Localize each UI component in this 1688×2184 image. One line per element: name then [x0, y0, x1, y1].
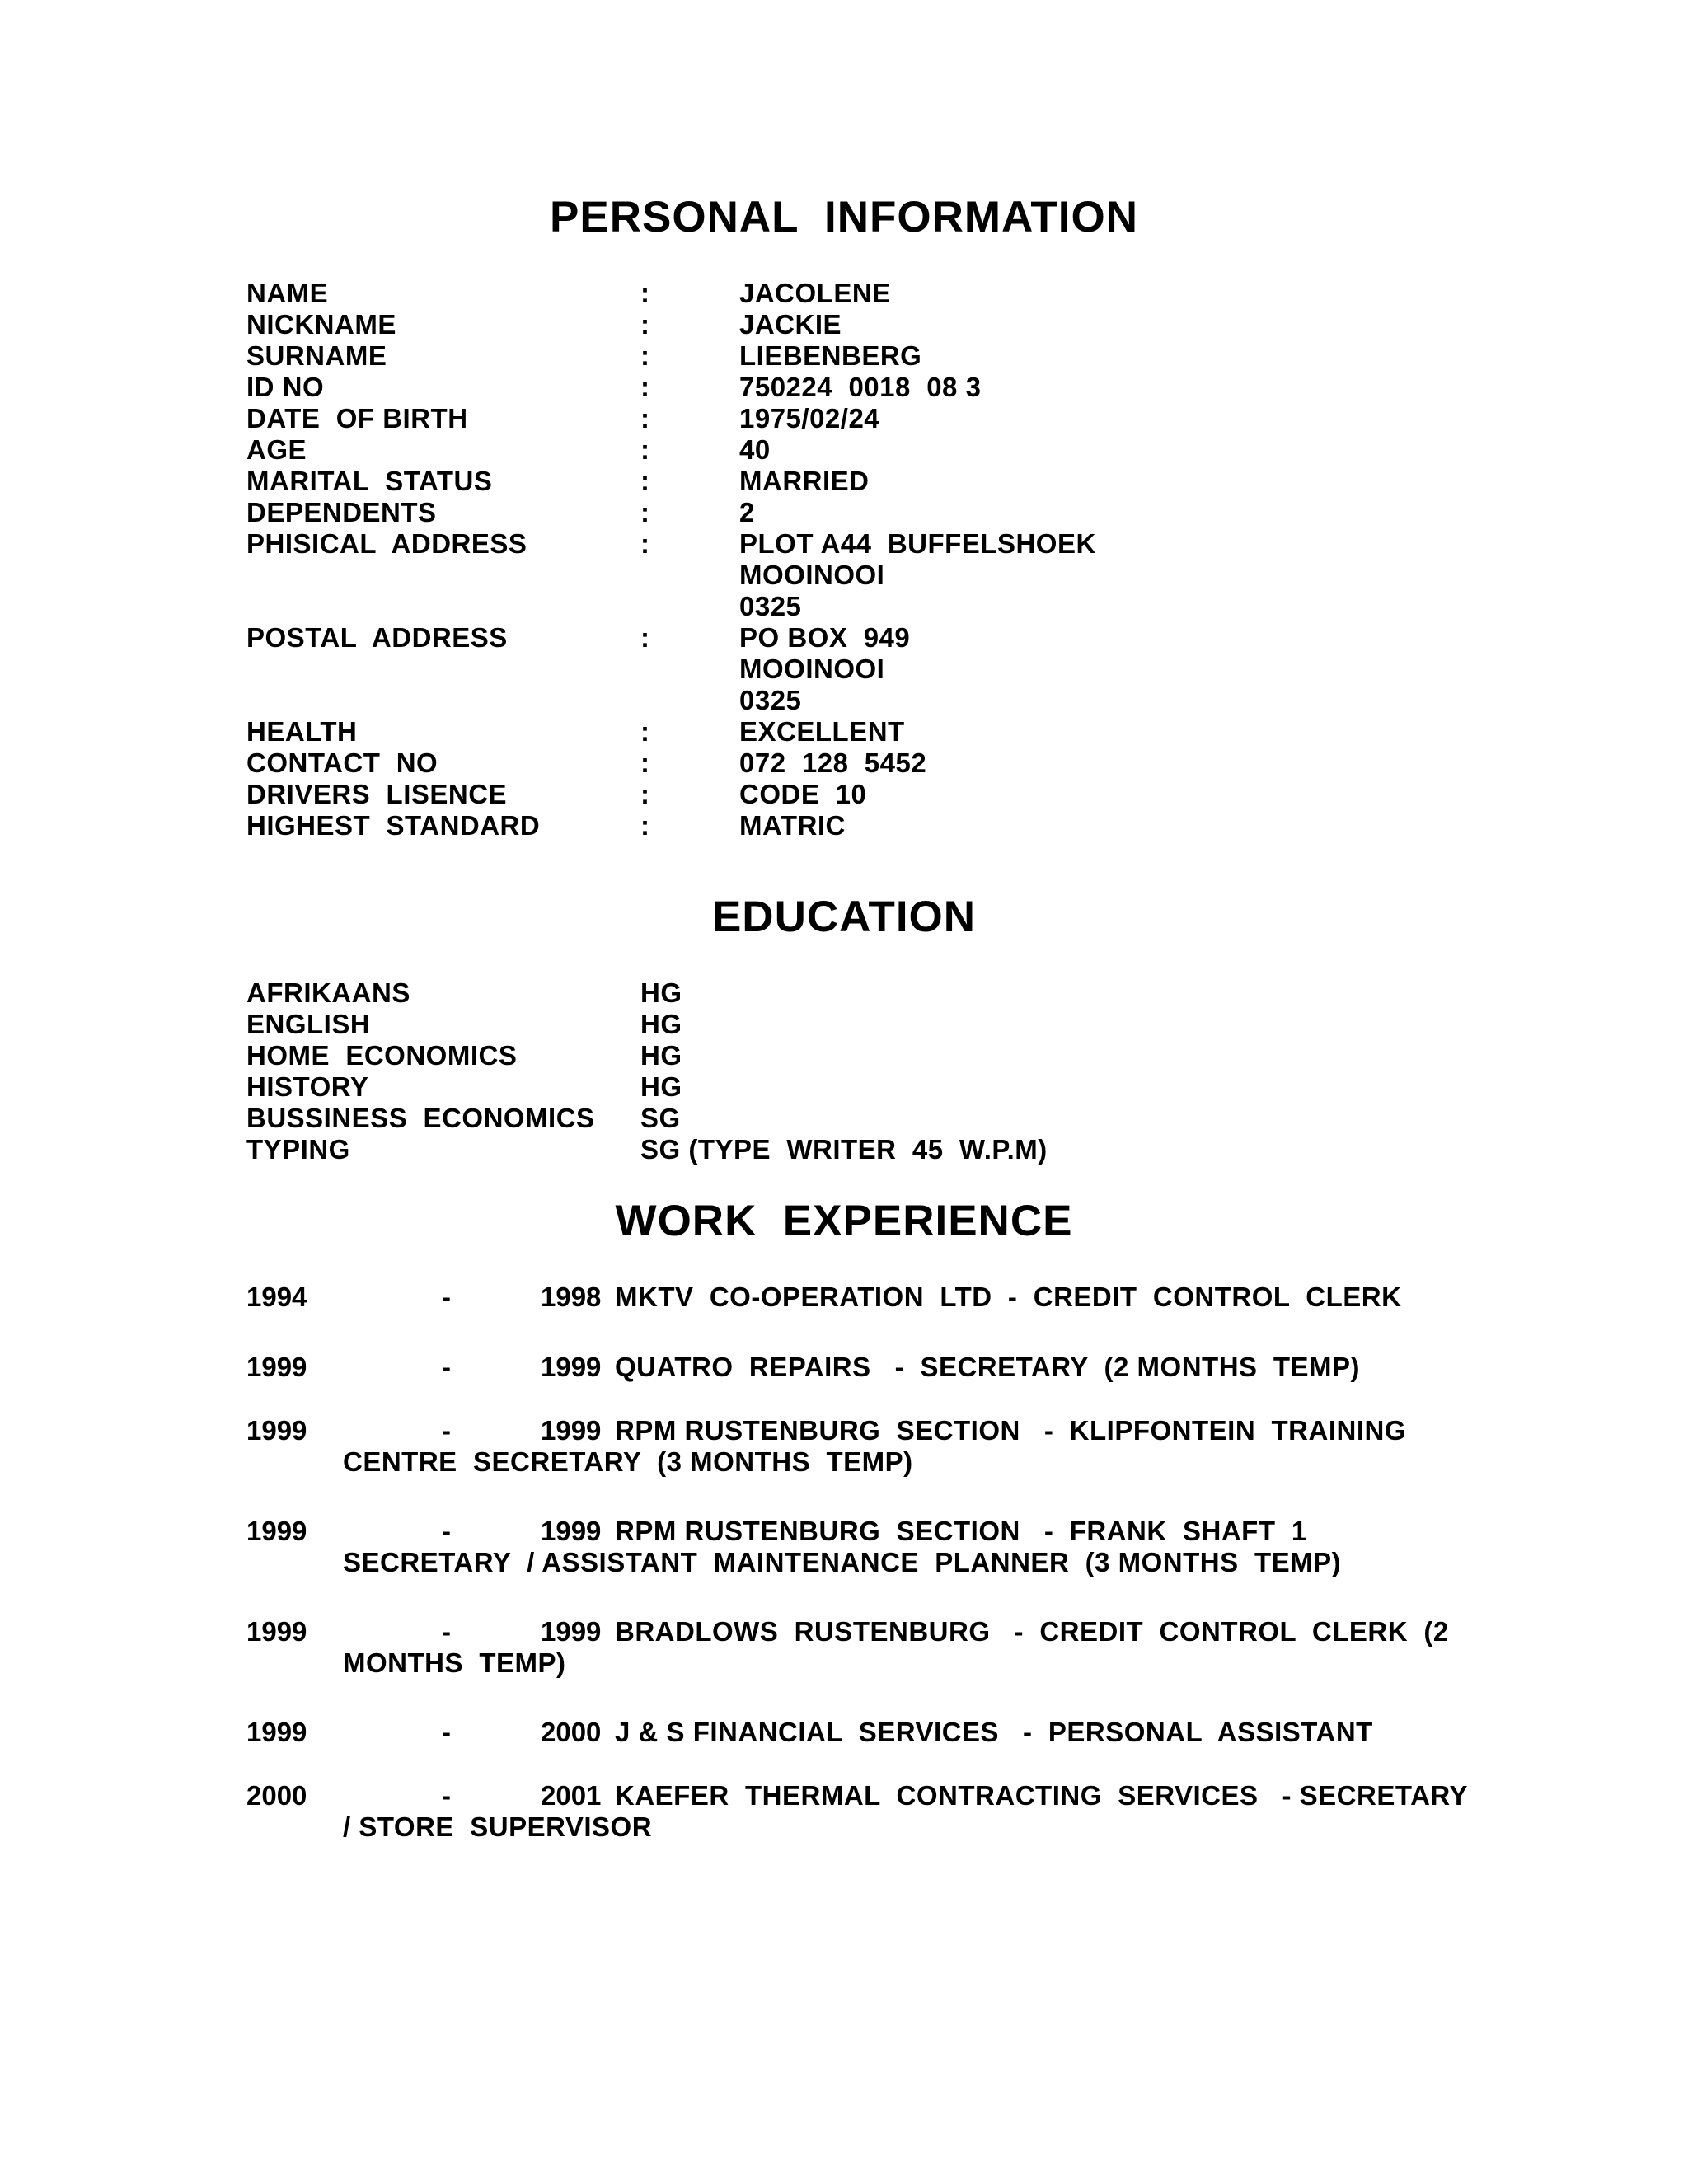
work-entry [0, 1282, 1688, 1313]
work-to-year: 1998 [541, 1282, 602, 1312]
work-experience-heading: WORK EXPERIENCE [615, 1197, 1073, 1245]
field-label: CONTACT NO [246, 748, 438, 778]
subject-name: BUSSINESS ECONOMICS [246, 1103, 595, 1133]
field-value: JACOLENE [739, 278, 891, 308]
education-row [0, 1134, 1688, 1165]
subject-grade: SG [640, 1103, 681, 1133]
education-row [0, 1071, 1688, 1103]
field-value: 750224 0018 08 3 [739, 372, 982, 402]
work-entry [0, 1717, 1688, 1748]
subject-name: HOME ECONOMICS [246, 1040, 518, 1071]
field-label: SURNAME [246, 340, 387, 371]
subject-grade: SG (TYPE WRITER 45 W.P.M) [640, 1134, 1048, 1165]
field-colon: : [640, 622, 649, 653]
field-label: HIGHEST STANDARD [246, 810, 541, 841]
field-label: ID NO [246, 372, 325, 402]
work-description: BRADLOWS RUSTENBURG - CREDIT CONTROL CLERK (2 [615, 1616, 1449, 1647]
work-from-year: 1999 [246, 1616, 307, 1647]
personal-row [0, 779, 1688, 810]
field-value: LIEBENBERG [739, 340, 922, 371]
education-row [0, 1040, 1688, 1071]
subject-name: AFRIKAANS [246, 977, 410, 1008]
work-to-year: 1999 [541, 1516, 602, 1546]
work-dash: - [442, 1415, 451, 1446]
personal-row [0, 560, 1688, 591]
work-from-year: 2000 [246, 1780, 307, 1811]
work-entry [0, 1780, 1688, 1811]
work-dash: - [442, 1780, 451, 1811]
work-to-year: 2001 [541, 1780, 602, 1811]
work-entry [0, 1516, 1688, 1547]
personal-row [0, 497, 1688, 528]
field-value: 0325 [739, 591, 802, 621]
work-description: RPM RUSTENBURG SECTION - FRANK SHAFT 1 [615, 1516, 1307, 1546]
work-description: J & S FINANCIAL SERVICES - PERSONAL ASSISTANT [615, 1717, 1373, 1747]
work-from-year: 1999 [246, 1717, 307, 1747]
field-colon: : [640, 528, 649, 559]
work-to-year: 1999 [541, 1352, 602, 1382]
personal-row [0, 466, 1688, 497]
personal-row [0, 528, 1688, 560]
work-description-continued: SECRETARY / ASSISTANT MAINTENANCE PLANNER (3 MONTHS TEMP) [343, 1547, 1342, 1577]
field-label: POSTAL ADDRESS [246, 622, 508, 653]
personal-row [0, 340, 1688, 372]
personal-row [0, 309, 1688, 340]
personal-row [0, 434, 1688, 466]
personal-row [0, 403, 1688, 434]
field-value: 072 128 5452 [739, 748, 927, 778]
education-row [0, 1009, 1688, 1040]
work-to-year: 1999 [541, 1616, 602, 1647]
field-label: DATE OF BIRTH [246, 403, 468, 434]
work-from-year: 1994 [246, 1282, 307, 1312]
field-value: PLOT A44 BUFFELSHOEK [739, 528, 1096, 559]
field-value: 40 [739, 434, 771, 465]
personal-row [0, 278, 1688, 309]
work-entry-continuation [0, 1811, 1688, 1843]
subject-grade: HG [640, 1009, 682, 1039]
field-colon: : [640, 309, 649, 340]
personal-row [0, 748, 1688, 779]
personal-row [0, 591, 1688, 622]
field-value: 0325 [739, 685, 802, 715]
work-from-year: 1999 [246, 1516, 307, 1546]
personal-row [0, 810, 1688, 841]
work-entry [0, 1415, 1688, 1446]
subject-name: TYPING [246, 1134, 350, 1165]
work-entry-continuation [0, 1547, 1688, 1578]
field-colon: : [640, 434, 649, 465]
work-dash: - [442, 1282, 451, 1312]
work-to-year: 2000 [541, 1717, 602, 1747]
field-label: PHISICAL ADDRESS [246, 528, 528, 559]
personal-row [0, 622, 1688, 654]
personal-row [0, 372, 1688, 403]
work-description-continued: / STORE SUPERVISOR [343, 1811, 653, 1842]
field-value: 1975/02/24 [739, 403, 880, 434]
work-dash: - [442, 1616, 451, 1647]
work-entry-continuation [0, 1647, 1688, 1679]
work-dash: - [442, 1516, 451, 1546]
field-colon: : [640, 372, 649, 402]
field-value: EXCELLENT [739, 716, 905, 747]
work-description-continued: CENTRE SECRETARY (3 MONTHS TEMP) [343, 1446, 913, 1477]
field-colon: : [640, 748, 649, 778]
personal-row [0, 716, 1688, 748]
field-colon: : [640, 278, 649, 308]
field-colon: : [640, 810, 649, 841]
work-description: KAEFER THERMAL CONTRACTING SERVICES - SECRETARY [615, 1780, 1469, 1811]
work-description: RPM RUSTENBURG SECTION - KLIPFONTEIN TRAINING [615, 1415, 1407, 1446]
personal-row [0, 685, 1688, 716]
education-row [0, 977, 1688, 1009]
field-label: NAME [246, 278, 329, 308]
personal-information-heading: PERSONAL INFORMATION [550, 193, 1138, 241]
work-entry [0, 1352, 1688, 1383]
personal-row [0, 654, 1688, 685]
work-entry [0, 1616, 1688, 1647]
field-value: CODE 10 [739, 779, 867, 809]
field-colon: : [640, 466, 649, 496]
subject-grade: HG [640, 977, 682, 1008]
field-value: 2 [739, 497, 755, 527]
field-label: AGE [246, 434, 307, 465]
field-colon: : [640, 340, 649, 371]
work-description: MKTV CO-OPERATION LTD - CREDIT CONTROL CLERK [615, 1282, 1402, 1312]
field-value: JACKIE [739, 309, 842, 340]
field-label: DEPENDENTS [246, 497, 437, 527]
work-from-year: 1999 [246, 1352, 307, 1382]
field-label: DRIVERS LISENCE [246, 779, 508, 809]
work-to-year: 1999 [541, 1415, 602, 1446]
field-colon: : [640, 779, 649, 809]
work-dash: - [442, 1352, 451, 1382]
work-description-continued: MONTHS TEMP) [343, 1647, 566, 1678]
subject-grade: HG [640, 1040, 682, 1071]
field-colon: : [640, 497, 649, 527]
work-from-year: 1999 [246, 1415, 307, 1446]
field-value: MARRIED [739, 466, 870, 496]
education-row [0, 1103, 1688, 1134]
field-label: HEALTH [246, 716, 358, 747]
education-heading: EDUCATION [711, 893, 977, 941]
work-description: QUATRO REPAIRS - SECRETARY (2 MONTHS TEMP) [615, 1352, 1361, 1382]
field-value: PO BOX 949 [739, 622, 911, 653]
field-colon: : [640, 716, 649, 747]
work-dash: - [442, 1717, 451, 1747]
subject-grade: HG [640, 1071, 682, 1102]
subject-name: HISTORY [246, 1071, 369, 1102]
field-value: MOOINOOI [739, 654, 885, 684]
subject-name: ENGLISH [246, 1009, 371, 1039]
work-entry-continuation [0, 1446, 1688, 1478]
field-value: MATRIC [739, 810, 846, 841]
field-label: NICKNAME [246, 309, 396, 340]
field-value: MOOINOOI [739, 560, 885, 590]
field-colon: : [640, 403, 649, 434]
field-label: MARITAL STATUS [246, 466, 493, 496]
